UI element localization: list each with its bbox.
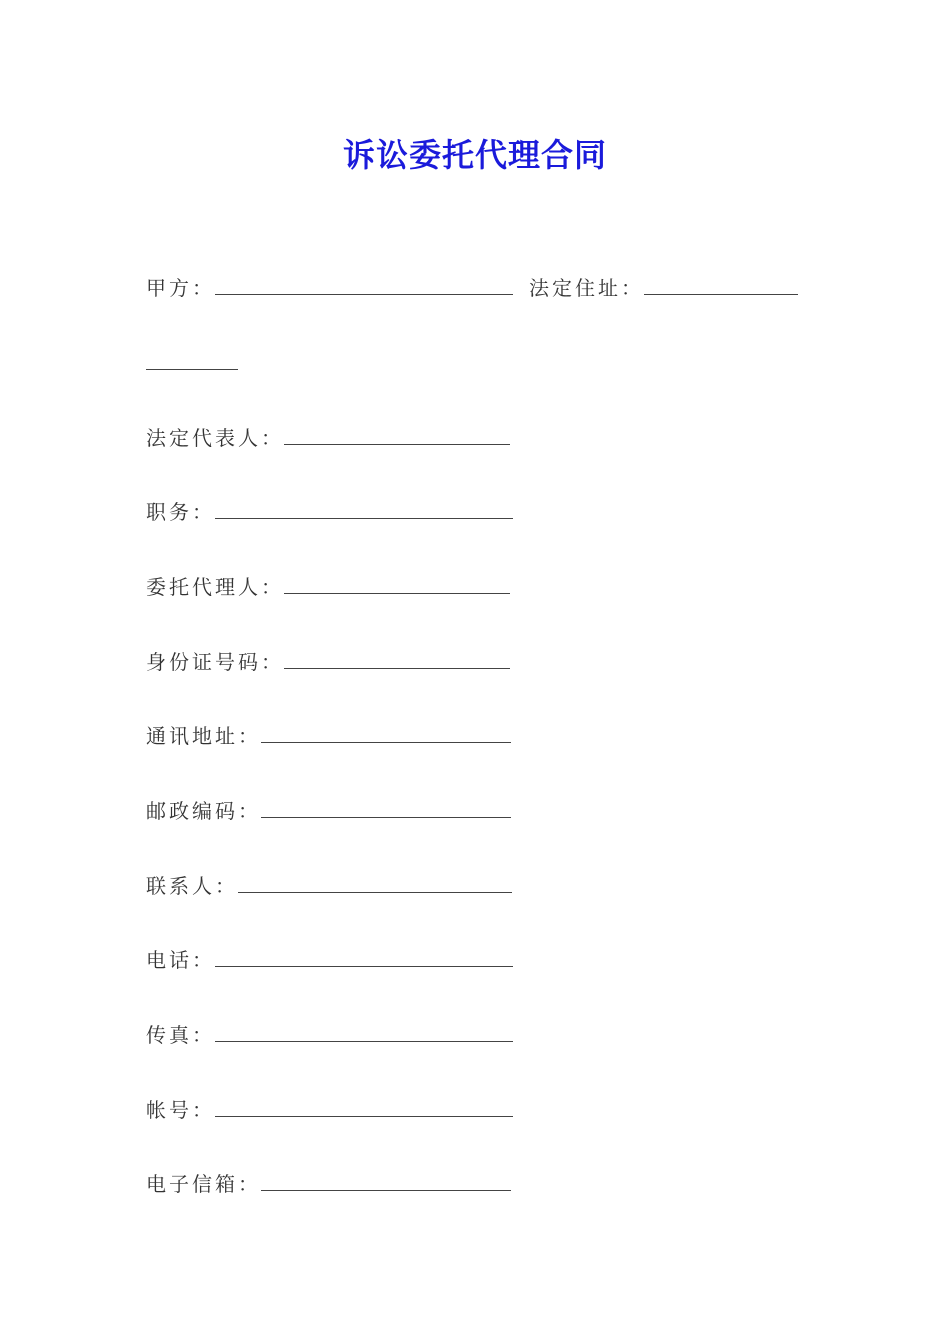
- account-label: 帐号：: [146, 1098, 215, 1122]
- phone-row: [146, 938, 513, 972]
- postal-code-label: 邮政编码：: [146, 799, 261, 823]
- id-number-blank[interactable]: [284, 668, 510, 669]
- legal-address-blank[interactable]: [644, 294, 798, 295]
- party-a-row: [146, 266, 798, 300]
- legal-rep-label: 法定代表人：: [146, 426, 284, 450]
- phone-blank[interactable]: [215, 966, 513, 967]
- email-blank[interactable]: [261, 1190, 511, 1191]
- agent-row: [146, 565, 510, 599]
- fax-label: 传真：: [146, 1023, 215, 1047]
- agent-blank[interactable]: [284, 593, 510, 594]
- position-blank[interactable]: [215, 518, 513, 519]
- position-row: [146, 490, 513, 524]
- email-row: [146, 1162, 511, 1196]
- legal-address-blank-continued[interactable]: [146, 369, 238, 370]
- party-a-blank[interactable]: [215, 294, 513, 295]
- mail-address-row: [146, 714, 511, 748]
- contact-blank[interactable]: [238, 892, 512, 893]
- fax-row: [146, 1013, 513, 1047]
- account-blank[interactable]: [215, 1116, 513, 1117]
- postal-code-row: [146, 789, 511, 823]
- fax-blank[interactable]: [215, 1041, 513, 1042]
- legal-rep-blank[interactable]: [284, 444, 510, 445]
- legal-address-label: 法定住址：: [529, 276, 644, 300]
- contact-label: 联系人：: [146, 874, 238, 898]
- contact-row: [146, 864, 512, 898]
- id-number-row: [146, 640, 510, 674]
- account-row: [146, 1088, 513, 1122]
- legal-rep-row: [146, 416, 510, 450]
- phone-label: 电话：: [146, 948, 215, 972]
- id-number-label: 身份证号码：: [146, 650, 284, 674]
- agent-label: 委托代理人：: [146, 575, 284, 599]
- mail-address-label: 通讯地址：: [146, 724, 261, 748]
- mail-address-blank[interactable]: [261, 742, 511, 743]
- position-label: 职务：: [146, 500, 215, 524]
- postal-code-blank[interactable]: [261, 817, 511, 818]
- email-label: 电子信箱：: [146, 1172, 261, 1196]
- document-title: 诉讼委托代理合同: [342, 136, 607, 174]
- party-a-label: 甲方：: [146, 276, 215, 300]
